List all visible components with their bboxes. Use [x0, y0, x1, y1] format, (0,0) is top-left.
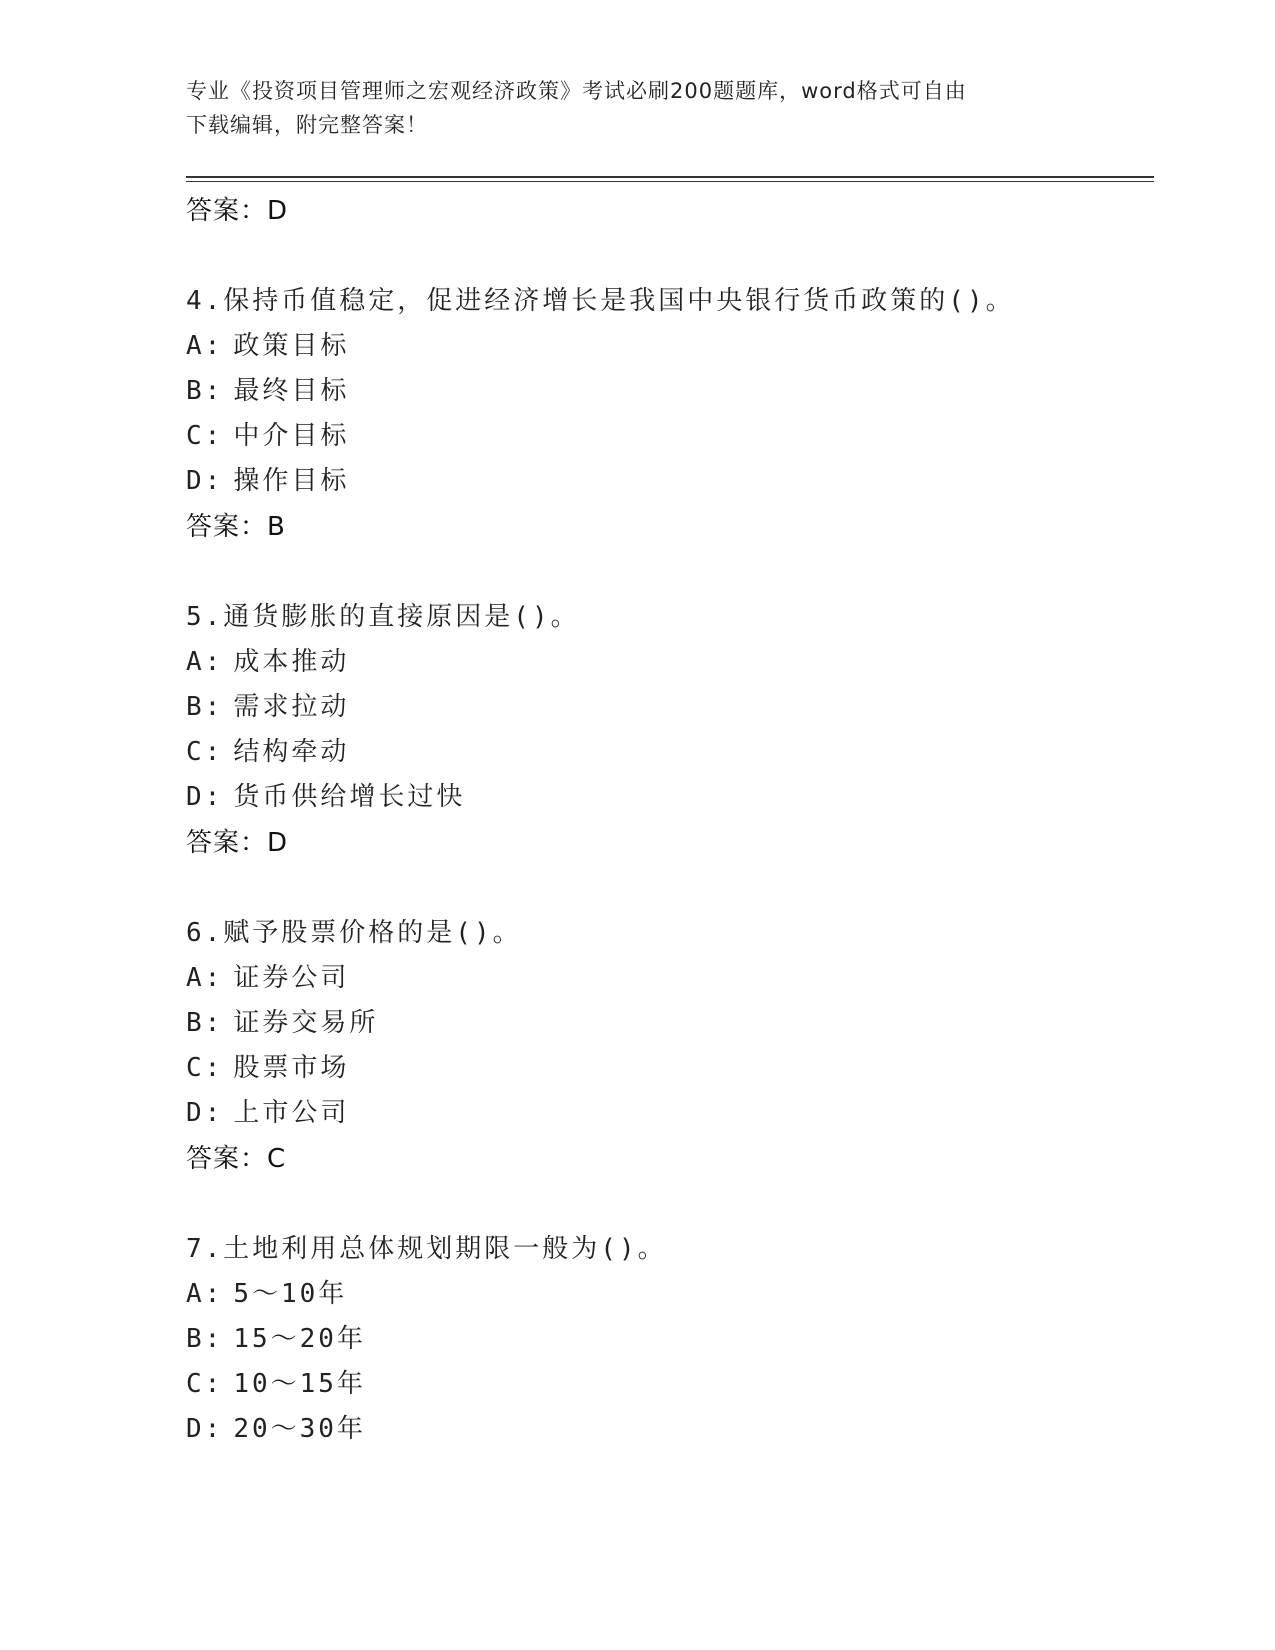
- option-text: 成本推动: [233, 647, 350, 677]
- option-b: [186, 685, 1154, 730]
- option-separator: :: [204, 647, 224, 677]
- option-separator: :: [204, 1098, 224, 1128]
- option-text: 结构牵动: [233, 737, 350, 767]
- option-c: [186, 414, 1154, 459]
- option-letter: C: [186, 421, 205, 451]
- question-text: 4.保持币值稳定，促进经济增长是我国中央银行货币政策的()。: [186, 286, 1015, 316]
- option-letter: D: [186, 1098, 205, 1128]
- option-separator: :: [204, 1279, 224, 1309]
- option-d: [186, 1091, 1154, 1136]
- option-b: [186, 1001, 1154, 1046]
- option-letter: A: [186, 963, 205, 993]
- option-text: 证券交易所: [233, 1008, 379, 1038]
- option-separator: :: [204, 1369, 224, 1399]
- answer-line: 答案：D: [186, 828, 289, 858]
- option-text: 需求拉动: [233, 692, 350, 722]
- option-letter: B: [186, 376, 205, 406]
- option-letter: D: [186, 1414, 205, 1444]
- option-letter: D: [186, 782, 205, 812]
- option-separator: :: [204, 376, 224, 406]
- option-separator: :: [204, 1053, 224, 1083]
- question-7: [186, 1227, 1154, 1452]
- option-text: 证券公司: [233, 963, 350, 993]
- option-a: [186, 324, 1154, 369]
- option-d: [186, 775, 1154, 820]
- header-line-1: 专业《投资项目管理师之宏观经济政策》考试必刷200题题库，word格式可自由: [186, 79, 967, 103]
- option-b: [186, 1317, 1154, 1362]
- option-separator: :: [204, 421, 224, 451]
- option-text: 最终目标: [233, 376, 350, 406]
- option-b: [186, 369, 1154, 414]
- answer-line: 答案：D: [186, 196, 289, 226]
- question-list: [186, 188, 1154, 1452]
- option-letter: C: [186, 1053, 205, 1083]
- option-text: 15～20年: [233, 1324, 366, 1354]
- option-separator: :: [204, 1008, 224, 1038]
- option-separator: :: [204, 963, 224, 993]
- option-letter: B: [186, 1008, 205, 1038]
- header-divider: [186, 176, 1154, 182]
- header-line-2: 下载编辑，附完整答案！: [186, 113, 428, 137]
- answer-line: 答案：C: [186, 1144, 287, 1174]
- option-c: [186, 1046, 1154, 1091]
- question-text: 5.通货膨胀的直接原因是()。: [186, 602, 580, 632]
- option-separator: :: [204, 466, 224, 496]
- option-text: 20～30年: [233, 1414, 366, 1444]
- option-separator: :: [204, 1324, 224, 1354]
- option-text: 货币供给增长过快: [233, 782, 466, 812]
- option-c: [186, 730, 1154, 775]
- answer-line: 答案：B: [186, 512, 286, 542]
- option-letter: D: [186, 466, 205, 496]
- option-separator: :: [204, 331, 224, 361]
- option-separator: :: [204, 782, 224, 812]
- question-text: 6.赋予股票价格的是()。: [186, 918, 522, 948]
- question-4: [186, 279, 1154, 550]
- option-letter: B: [186, 692, 205, 722]
- option-text: 中介目标: [233, 421, 350, 451]
- question-6: [186, 911, 1154, 1182]
- option-separator: :: [204, 1414, 224, 1444]
- document-header: [186, 74, 1066, 142]
- option-text: 政策目标: [233, 331, 350, 361]
- option-separator: :: [204, 737, 224, 767]
- option-letter: C: [186, 1369, 205, 1399]
- option-text: 10～15年: [233, 1369, 366, 1399]
- option-letter: C: [186, 737, 205, 767]
- option-letter: B: [186, 1324, 205, 1354]
- option-text: 5～10年: [233, 1279, 348, 1309]
- question-text: 7.土地利用总体规划期限一般为()。: [186, 1234, 667, 1264]
- option-text: 操作目标: [233, 466, 350, 496]
- option-a: [186, 640, 1154, 685]
- option-d: [186, 1407, 1154, 1452]
- option-letter: A: [186, 331, 205, 361]
- option-letter: A: [186, 647, 205, 677]
- option-a: [186, 956, 1154, 1001]
- option-c: [186, 1362, 1154, 1407]
- option-text: 股票市场: [233, 1053, 350, 1083]
- option-d: [186, 459, 1154, 504]
- option-separator: :: [204, 692, 224, 722]
- question-5: [186, 595, 1154, 866]
- option-text: 上市公司: [233, 1098, 350, 1128]
- option-a: [186, 1272, 1154, 1317]
- option-letter: A: [186, 1279, 205, 1309]
